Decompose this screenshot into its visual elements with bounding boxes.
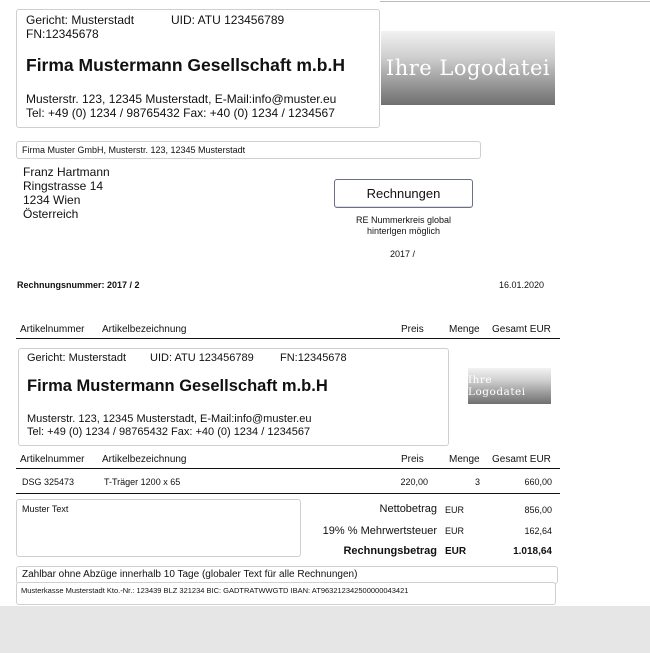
col-description: Artikelbezeichnung [102, 324, 187, 335]
net-currency: EUR [445, 505, 465, 515]
note-box[interactable] [16, 499, 301, 557]
court-text-2: Gericht: Musterstadt [27, 352, 127, 364]
col-price: Preis [401, 324, 424, 335]
year-prefix: 2017 / [390, 249, 416, 259]
logo-placeholder-2[interactable]: Ihre Logodatei [468, 368, 551, 404]
invoices-button[interactable]: Rechnungen [334, 179, 473, 208]
item-article-no: DSG 325473 [22, 477, 75, 487]
col-quantity: Menge [449, 324, 480, 335]
recipient-city: 1234 Wien [23, 193, 81, 207]
logo-placeholder[interactable]: Ihre Logodatei [381, 31, 555, 105]
fn-text-2: FN:12345678 [280, 352, 347, 364]
company-header-box-2[interactable] [18, 348, 449, 446]
gross-value: 1.018,64 [513, 546, 552, 557]
company-address: Musterstr. 123, 12345 Musterstadt, E-Mail:info@muster.eu [26, 92, 337, 106]
bank-details-box[interactable] [16, 582, 556, 605]
invoice-date: 16.01.2020 [499, 280, 545, 290]
col-total: Gesamt EUR [492, 324, 551, 335]
col-price-2: Preis [401, 454, 424, 465]
bank-details: Musterkasse Musterstadt Kto.-Nr.: 123439 BLZ 321234 BIC: GADTRATWWGTD IBAN: AT963212342500000043421 [21, 586, 409, 595]
company-header-box[interactable] [16, 9, 380, 128]
table-row[interactable] [16, 472, 560, 492]
canvas-background [0, 606, 650, 653]
fn-text: FN:12345678 [26, 27, 99, 41]
invoice-number: Rechnungsnummer: 2017 / 2 [17, 280, 140, 290]
item-price: 220,00 [400, 477, 428, 487]
recipient-street: Ringstrasse 14 [23, 179, 104, 193]
number-range-note-2: hinterlgen möglich [366, 226, 441, 236]
payment-terms: Zahlbar ohne Abzüge innerhalb 10 Tage (globaler Text für alle Rechnungen) [22, 569, 358, 580]
col-total-2: Gesamt EUR [492, 454, 551, 465]
item-total: 660,00 [524, 477, 552, 487]
col-article-no: Artikelnummer [20, 324, 85, 335]
vat-label: 19% % Mehrwertsteuer [322, 525, 437, 537]
company-name-2: Firma Mustermann Gesellschaft m.b.H [27, 377, 328, 395]
company-phone: Tel: +49 (0) 1234 / 98765432 Fax: +40 (0) 1234 / 1234567 [26, 106, 335, 120]
recipient-country: Österreich [23, 207, 79, 221]
table-header-rule-2 [16, 468, 560, 469]
note-text: Muster Text [22, 504, 69, 514]
gross-label: Rechnungsbetrag [343, 545, 437, 557]
company-name: Firma Mustermann Gesellschaft m.b.H [26, 55, 345, 75]
item-row-rule [16, 493, 560, 494]
company-address-2: Musterstr. 123, 12345 Musterstadt, E-Mail:info@muster.eu [27, 413, 312, 425]
top-divider [380, 1, 650, 2]
col-quantity-2: Menge [449, 454, 480, 465]
vat-currency: EUR [445, 526, 465, 536]
uid-text: UID: ATU 123456789 [171, 13, 285, 27]
number-range-note-1: RE Nummerkreis global [355, 215, 452, 225]
recipient-name: Franz Hartmann [23, 165, 110, 179]
table-header-rule [16, 338, 560, 339]
col-article-no-2: Artikelnummer [20, 454, 85, 465]
item-quantity: 3 [474, 477, 480, 487]
net-label: Nettobetrag [379, 503, 437, 515]
gross-currency: EUR [445, 546, 467, 557]
company-phone-2: Tel: +49 (0) 1234 / 98765432 Fax: +40 (0) 1234 / 1234567 [27, 426, 311, 438]
net-value: 856,00 [524, 505, 552, 515]
col-description-2: Artikelbezeichnung [102, 454, 187, 465]
sender-line: Firma Muster GmbH, Musterstr. 123, 12345 Musterstadt [22, 145, 246, 155]
vat-value: 162,64 [524, 526, 552, 536]
court-text: Gericht: Musterstadt [26, 13, 135, 27]
uid-text-2: UID: ATU 123456789 [150, 352, 254, 364]
sender-line-box [16, 141, 481, 159]
item-description: T-Träger 1200 x 65 [104, 477, 181, 487]
